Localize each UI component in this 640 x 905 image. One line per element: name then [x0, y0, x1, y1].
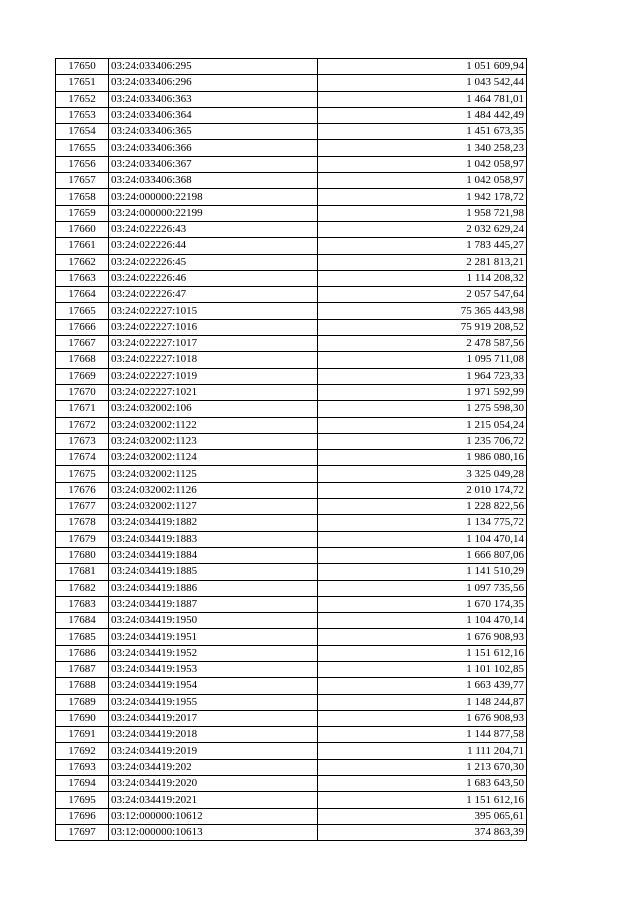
- row-number-cell: 17653: [56, 107, 109, 123]
- cadastral-number-cell: 03:24:033406:363: [109, 91, 318, 107]
- cadastral-number-cell: 03:24:033406:366: [109, 140, 318, 156]
- table-row: [56, 743, 527, 759]
- cadastral-value-cell: 1 042 058,97: [318, 173, 527, 189]
- row-number-cell: 17685: [56, 629, 109, 645]
- cadastral-value-cell: 1 676 908,93: [318, 629, 527, 645]
- cadastral-value-cell: 2 281 813,21: [318, 254, 527, 270]
- cadastral-number-cell: 03:24:034419:2021: [109, 792, 318, 808]
- cadastral-value-cell: 1 666 807,06: [318, 547, 527, 563]
- cadastral-value-cell: 1 101 102,85: [318, 661, 527, 677]
- cadastral-value-cell: 1 051 609,94: [318, 59, 527, 75]
- table-row: [56, 808, 527, 824]
- table-row: [56, 401, 527, 417]
- cadastral-value-cell: 1 104 470,14: [318, 531, 527, 547]
- cadastral-number-cell: 03:24:034419:1882: [109, 515, 318, 531]
- cadastral-value-cell: 2 057 547,64: [318, 287, 527, 303]
- cadastral-number-cell: 03:24:034419:1884: [109, 547, 318, 563]
- cadastral-value-cell: 1 114 208,32: [318, 270, 527, 286]
- row-number-cell: 17663: [56, 270, 109, 286]
- row-number-cell: 17678: [56, 515, 109, 531]
- table-row: [56, 352, 527, 368]
- table-row: [56, 336, 527, 352]
- row-number-cell: 17676: [56, 482, 109, 498]
- cadastral-number-cell: 03:24:034419:2019: [109, 743, 318, 759]
- cadastral-number-cell: 03:24:034419:1953: [109, 661, 318, 677]
- cadastral-number-cell: 03:24:022227:1015: [109, 303, 318, 319]
- table-row: [56, 596, 527, 612]
- row-number-cell: 17683: [56, 596, 109, 612]
- cadastral-value-cell: 75 365 443,98: [318, 303, 527, 319]
- table-row: [56, 91, 527, 107]
- cadastral-value-cell: 1 971 592,99: [318, 384, 527, 400]
- table-row: [56, 645, 527, 661]
- row-number-cell: 17692: [56, 743, 109, 759]
- cadastral-number-cell: 03:24:032002:1123: [109, 433, 318, 449]
- cadastral-value-cell: 1 134 775,72: [318, 515, 527, 531]
- table-row: [56, 792, 527, 808]
- cadastral-value-cell: 1 986 080,16: [318, 450, 527, 466]
- cadastral-value-cell: 1 043 542,44: [318, 75, 527, 91]
- table-row: [56, 580, 527, 596]
- table-row: [56, 547, 527, 563]
- cadastral-number-cell: 03:24:034419:1954: [109, 678, 318, 694]
- cadastral-number-cell: 03:24:034419:2018: [109, 727, 318, 743]
- table-row: [56, 613, 527, 629]
- cadastral-value-cell: 1 144 877,58: [318, 727, 527, 743]
- table-row: [56, 107, 527, 123]
- table-row: [56, 466, 527, 482]
- cadastral-value-cell: 1 676 908,93: [318, 710, 527, 726]
- table-row: [56, 189, 527, 205]
- table-row: [56, 287, 527, 303]
- cadastral-number-cell: 03:24:033406:296: [109, 75, 318, 91]
- cadastral-value-cell: 395 065,61: [318, 808, 527, 824]
- row-number-cell: 17661: [56, 238, 109, 254]
- table-row: [56, 368, 527, 384]
- table-row: [56, 531, 527, 547]
- cadastral-value-cell: 1 484 442,49: [318, 107, 527, 123]
- row-number-cell: 17673: [56, 433, 109, 449]
- row-number-cell: 17669: [56, 368, 109, 384]
- cadastral-number-cell: 03:24:034419:1952: [109, 645, 318, 661]
- cadastral-value-cell: 1 042 058,97: [318, 156, 527, 172]
- cadastral-number-cell: 03:24:032002:1126: [109, 482, 318, 498]
- table-row: [56, 629, 527, 645]
- row-number-cell: 17687: [56, 661, 109, 677]
- row-number-cell: 17671: [56, 401, 109, 417]
- row-number-cell: 17686: [56, 645, 109, 661]
- table-row: [56, 221, 527, 237]
- row-number-cell: 17651: [56, 75, 109, 91]
- cadastral-value-cell: 1 663 439,77: [318, 678, 527, 694]
- row-number-cell: 17688: [56, 678, 109, 694]
- table-row: [56, 450, 527, 466]
- row-number-cell: 17696: [56, 808, 109, 824]
- cadastral-value-cell: 75 919 208,52: [318, 319, 527, 335]
- table-row: [56, 694, 527, 710]
- cadastral-number-cell: 03:24:022226:45: [109, 254, 318, 270]
- row-number-cell: 17656: [56, 156, 109, 172]
- cadastral-number-cell: 03:24:033406:365: [109, 124, 318, 140]
- cadastral-value-cell: 1 111 204,71: [318, 743, 527, 759]
- table-row: [56, 824, 527, 840]
- cadastral-value-cell: 1 942 178,72: [318, 189, 527, 205]
- table-row: [56, 303, 527, 319]
- row-number-cell: 17652: [56, 91, 109, 107]
- row-number-cell: 17668: [56, 352, 109, 368]
- cadastral-number-cell: 03:24:022227:1021: [109, 384, 318, 400]
- row-number-cell: 17657: [56, 173, 109, 189]
- row-number-cell: 17655: [56, 140, 109, 156]
- table-row: [56, 75, 527, 91]
- row-number-cell: 17675: [56, 466, 109, 482]
- table-row: [56, 270, 527, 286]
- cadastral-value-table: [55, 58, 527, 841]
- row-number-cell: 17667: [56, 336, 109, 352]
- cadastral-value-cell: 1 141 510,29: [318, 564, 527, 580]
- table-row: [56, 417, 527, 433]
- cadastral-number-cell: 03:24:022227:1019: [109, 368, 318, 384]
- table-row: [56, 156, 527, 172]
- cadastral-number-cell: 03:24:032002:106: [109, 401, 318, 417]
- table-row: [56, 205, 527, 221]
- row-number-cell: 17694: [56, 776, 109, 792]
- cadastral-number-cell: 03:24:032002:1127: [109, 499, 318, 515]
- cadastral-number-cell: 03:24:022226:43: [109, 221, 318, 237]
- table-row: [56, 564, 527, 580]
- cadastral-number-cell: 03:24:022226:46: [109, 270, 318, 286]
- cadastral-number-cell: 03:24:000000:22198: [109, 189, 318, 205]
- table-row: [56, 727, 527, 743]
- row-number-cell: 17659: [56, 205, 109, 221]
- cadastral-number-cell: 03:24:032002:1125: [109, 466, 318, 482]
- table-body: [56, 59, 527, 841]
- cadastral-value-cell: 2 032 629,24: [318, 221, 527, 237]
- cadastral-value-cell: 1 148 244,87: [318, 694, 527, 710]
- cadastral-value-cell: 1 451 673,35: [318, 124, 527, 140]
- row-number-cell: 17665: [56, 303, 109, 319]
- cadastral-number-cell: 03:24:034419:1883: [109, 531, 318, 547]
- table-row: [56, 678, 527, 694]
- row-number-cell: 17664: [56, 287, 109, 303]
- cadastral-value-cell: 1 228 822,56: [318, 499, 527, 515]
- cadastral-number-cell: 03:24:022226:44: [109, 238, 318, 254]
- row-number-cell: 17677: [56, 499, 109, 515]
- row-number-cell: 17670: [56, 384, 109, 400]
- cadastral-number-cell: 03:24:034419:1887: [109, 596, 318, 612]
- cadastral-number-cell: 03:24:034419:202: [109, 759, 318, 775]
- row-number-cell: 17693: [56, 759, 109, 775]
- table-row: [56, 140, 527, 156]
- row-number-cell: 17680: [56, 547, 109, 563]
- table-row: [56, 515, 527, 531]
- cadastral-value-cell: 3 325 049,28: [318, 466, 527, 482]
- cadastral-number-cell: 03:24:033406:368: [109, 173, 318, 189]
- table-row: [56, 710, 527, 726]
- table-row: [56, 776, 527, 792]
- cadastral-value-cell: 1 104 470,14: [318, 613, 527, 629]
- cadastral-value-cell: 2 478 587,56: [318, 336, 527, 352]
- row-number-cell: 17681: [56, 564, 109, 580]
- row-number-cell: 17674: [56, 450, 109, 466]
- row-number-cell: 17679: [56, 531, 109, 547]
- cadastral-value-cell: 1 213 670,30: [318, 759, 527, 775]
- cadastral-value-cell: 1 670 174,35: [318, 596, 527, 612]
- cadastral-number-cell: 03:24:034419:1885: [109, 564, 318, 580]
- row-number-cell: 17691: [56, 727, 109, 743]
- cadastral-number-cell: 03:24:034419:1955: [109, 694, 318, 710]
- cadastral-number-cell: 03:24:034419:2020: [109, 776, 318, 792]
- cadastral-number-cell: 03:24:032002:1122: [109, 417, 318, 433]
- cadastral-number-cell: 03:24:034419:1886: [109, 580, 318, 596]
- cadastral-value-cell: 374 863,39: [318, 824, 527, 840]
- row-number-cell: 17658: [56, 189, 109, 205]
- cadastral-value-cell: 1 215 054,24: [318, 417, 527, 433]
- cadastral-value-cell: 1 095 711,08: [318, 352, 527, 368]
- row-number-cell: 17695: [56, 792, 109, 808]
- cadastral-number-cell: 03:24:033406:367: [109, 156, 318, 172]
- cadastral-value-cell: 1 275 598,30: [318, 401, 527, 417]
- cadastral-value-cell: 1 097 735,56: [318, 580, 527, 596]
- cadastral-number-cell: 03:24:022227:1018: [109, 352, 318, 368]
- cadastral-number-cell: 03:24:000000:22199: [109, 205, 318, 221]
- cadastral-value-cell: 1 683 643,50: [318, 776, 527, 792]
- cadastral-value-cell: 1 340 258,23: [318, 140, 527, 156]
- table-row: [56, 173, 527, 189]
- cadastral-value-cell: 1 151 612,16: [318, 792, 527, 808]
- row-number-cell: 17697: [56, 824, 109, 840]
- row-number-cell: 17684: [56, 613, 109, 629]
- table-row: [56, 59, 527, 75]
- cadastral-value-cell: 1 964 723,33: [318, 368, 527, 384]
- cadastral-number-cell: 03:24:022227:1016: [109, 319, 318, 335]
- cadastral-number-cell: 03:24:034419:2017: [109, 710, 318, 726]
- cadastral-value-cell: 1 235 706,72: [318, 433, 527, 449]
- row-number-cell: 17662: [56, 254, 109, 270]
- row-number-cell: 17666: [56, 319, 109, 335]
- cadastral-value-cell: 1 151 612,16: [318, 645, 527, 661]
- cadastral-number-cell: 03:24:034419:1950: [109, 613, 318, 629]
- row-number-cell: 17682: [56, 580, 109, 596]
- table-row: [56, 499, 527, 515]
- table-row: [56, 319, 527, 335]
- cadastral-number-cell: 03:24:022226:47: [109, 287, 318, 303]
- table-row: [56, 482, 527, 498]
- row-number-cell: 17690: [56, 710, 109, 726]
- cadastral-number-cell: 03:24:032002:1124: [109, 450, 318, 466]
- table-row: [56, 433, 527, 449]
- table-row: [56, 254, 527, 270]
- cadastral-value-cell: 1 958 721,98: [318, 205, 527, 221]
- table-row: [56, 759, 527, 775]
- table-row: [56, 238, 527, 254]
- table-row: [56, 384, 527, 400]
- row-number-cell: 17689: [56, 694, 109, 710]
- row-number-cell: 17660: [56, 221, 109, 237]
- cadastral-number-cell: 03:24:022227:1017: [109, 336, 318, 352]
- table-row: [56, 124, 527, 140]
- cadastral-number-cell: 03:24:033406:364: [109, 107, 318, 123]
- cadastral-number-cell: 03:12:000000:10613: [109, 824, 318, 840]
- cadastral-number-cell: 03:12:000000:10612: [109, 808, 318, 824]
- cadastral-value-cell: 1 464 781,01: [318, 91, 527, 107]
- cadastral-number-cell: 03:24:033406:295: [109, 59, 318, 75]
- cadastral-number-cell: 03:24:034419:1951: [109, 629, 318, 645]
- cadastral-value-cell: 1 783 445,27: [318, 238, 527, 254]
- cadastral-value-cell: 2 010 174,72: [318, 482, 527, 498]
- table-row: [56, 661, 527, 677]
- row-number-cell: 17672: [56, 417, 109, 433]
- row-number-cell: 17654: [56, 124, 109, 140]
- row-number-cell: 17650: [56, 59, 109, 75]
